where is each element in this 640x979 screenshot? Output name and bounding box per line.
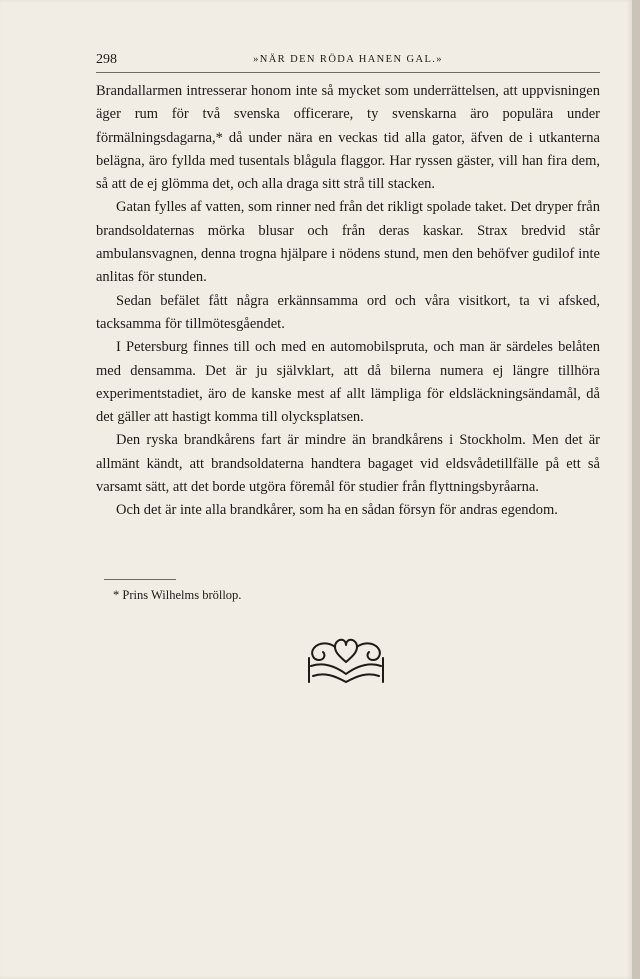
paragraph-4: I Petersburg finnes till och med en automobilspruta, och man är särdeles belåten med densamma. Det är ju självklart, att då bilerna numera ej längre tillhöra experimentstadiet, äro de kanske mest af allt lämpliga för eldsläckningsändamål, då det gäller att hastigt komma till olycksplatsen.: [96, 339, 600, 426]
page-number: 298: [96, 52, 117, 67]
paragraph-6: Och det är inte alla brandkårer, som ha en sådan försyn för andras egendom.: [116, 502, 558, 519]
paragraph-3: Sedan befälet fått några erkännsamma ord och våra visitkort, ta vi afsked, tacksamma för tillmötesgåendet.: [96, 292, 600, 332]
body-text: [96, 80, 600, 523]
page-header: [96, 50, 600, 73]
art-nouveau-heart-ornament-icon: [305, 632, 387, 690]
footnote: * Prins Wilhelms bröllop.: [113, 588, 242, 602]
paragraph-1: Brandallarmen intresserar honom inte så mycket som underrättelsen, att uppvisningen äger rum för två svenska officerare, ty svenskarna äro populära under förmälningsdagarna,* då under nära en veckas tid alla gator, äfven de i utkanterna belägna, äro fyllda med tusentals blågula flaggor. Har ryssen gäster, vill han fira dem, så att de ej glömma det, och alla draga sitt strå till stacken.: [96, 83, 600, 193]
paragraph-5: Den ryska brandkårens fart är mindre än brandkårens i Stockholm. Men det är allmänt kändt, att brandsoldaterna handtera bagaget vid eldsvådetillfälle på ett så varsamt sätt, att det borde utgöra föremål för studier från flyttningsbyråarna.: [96, 432, 600, 496]
footnote-rule: [104, 579, 176, 580]
paragraph-2: Gatan fylles af vatten, som rinner ned från det rikligt spolade taket. Det dryper från brandsoldaternas mörka blusar och från deras kaskar. Strax bredvid står ambulansvagnen, denna trogna hjälpare i nödens stund, men den behöfver gudilof inte anlitas för stunden.: [96, 199, 600, 286]
running-head: »NÄR DEN RÖDA HANEN GAL.»: [253, 54, 443, 65]
